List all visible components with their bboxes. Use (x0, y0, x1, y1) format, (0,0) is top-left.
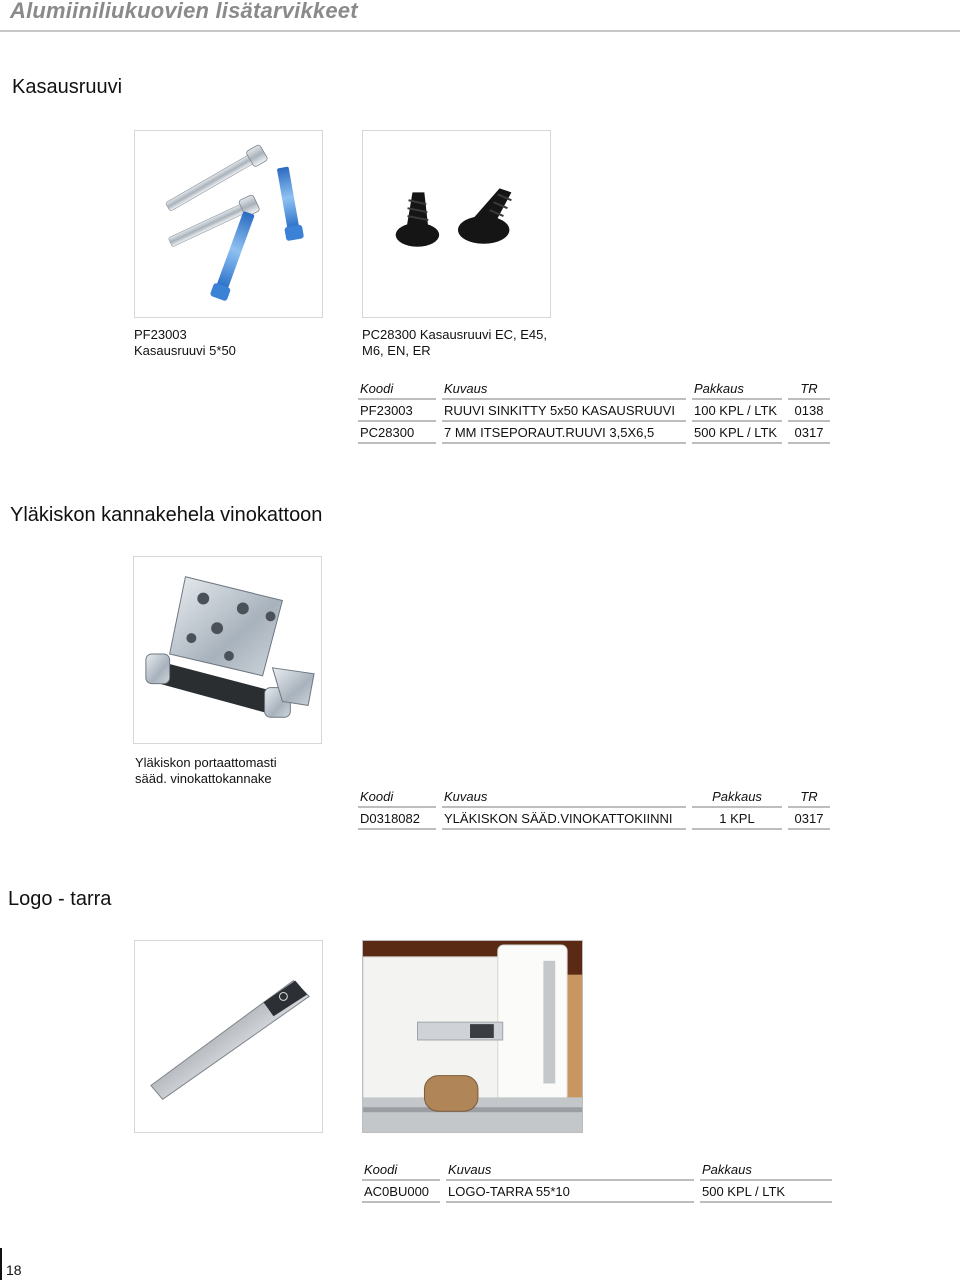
column-header-kuvaus: Kuvaus (446, 1160, 694, 1181)
cell-koodi: PF23003 (358, 400, 436, 422)
cell-tr: 0317 (788, 808, 830, 830)
table-header-row (358, 787, 830, 808)
screws-photo (134, 130, 323, 318)
column-header-kuvaus: Kuvaus (442, 787, 686, 808)
column-header-tr: TR (788, 787, 830, 808)
column-header-pakkaus: Pakkaus (700, 1160, 832, 1181)
page-title: Alumiiniliukuovien lisätarvikkeet (10, 0, 358, 23)
column-header-kuvaus: Kuvaus (442, 379, 686, 400)
table-row (362, 1181, 832, 1203)
spec-table-kasausruuvi (352, 379, 836, 444)
section-title-kannakehela: Yläkiskon kannakehela vinokattoon (10, 504, 323, 526)
caption-line: M6, EN, ER (362, 343, 431, 358)
cell-tr: 0317 (788, 422, 830, 444)
bracket-hinge-photo (133, 556, 322, 744)
cell-kuvaus: YLÄKISKON SÄÄD.VINOKATTOKIINNI (442, 808, 686, 830)
section-title-logo: Logo - tarra (8, 888, 112, 910)
bracket-hinge-illustration (134, 557, 321, 743)
caption-pf23003 (134, 327, 236, 359)
column-header-pakkaus: Pakkaus (692, 379, 782, 400)
door-logo-illustration (363, 941, 582, 1132)
table-header-row (362, 1160, 832, 1181)
page-number-rule (0, 1248, 2, 1280)
caption-kannakehela (135, 755, 277, 787)
spec-table-kannakehela (352, 787, 836, 830)
caption-line: PF23003 (134, 327, 187, 342)
caption-line: PC28300 Kasausruuvi EC, E45, (362, 327, 547, 342)
cell-pakkaus: 500 KPL / LTK (700, 1181, 832, 1203)
spec-table-logo (356, 1160, 838, 1203)
cell-tr: 0138 (788, 400, 830, 422)
cell-koodi: PC28300 (358, 422, 436, 444)
cell-pakkaus: 100 KPL / LTK (692, 400, 782, 422)
cell-kuvaus: LOGO-TARRA 55*10 (446, 1181, 694, 1203)
column-header-koodi: Koodi (362, 1160, 440, 1181)
column-header-tr: TR (788, 379, 830, 400)
door-logo-photo (362, 940, 583, 1133)
cell-pakkaus: 1 KPL (692, 808, 782, 830)
column-header-pakkaus: Pakkaus (692, 787, 782, 808)
page-header (0, 0, 960, 32)
cell-pakkaus: 500 KPL / LTK (692, 422, 782, 444)
table-row (358, 400, 830, 422)
section-title-kasausruuvi: Kasausruuvi (12, 76, 123, 98)
column-header-koodi: Koodi (358, 787, 436, 808)
page-number: 18 (6, 1262, 22, 1278)
table-row (358, 808, 830, 830)
cell-kuvaus: 7 MM ITSEPORAUT.RUUVI 3,5X6,5 (442, 422, 686, 444)
black-screws-illustration (363, 131, 550, 317)
column-header-koodi: Koodi (358, 379, 436, 400)
caption-line: Yläkiskon portaattomasti (135, 755, 277, 770)
logo-sticker-photo (134, 940, 323, 1133)
caption-pc28300 (362, 327, 547, 359)
cell-koodi: AC0BU000 (362, 1181, 440, 1203)
screws-illustration (135, 131, 322, 317)
caption-line: sääd. vinokattokannake (135, 771, 272, 786)
cell-koodi: D0318082 (358, 808, 436, 830)
logo-sticker-illustration (135, 941, 322, 1132)
cell-kuvaus: RUUVI SINKITTY 5x50 KASAUSRUUVI (442, 400, 686, 422)
table-row (358, 422, 830, 444)
table-header-row (358, 379, 830, 400)
black-screws-photo (362, 130, 551, 318)
caption-line: Kasausruuvi 5*50 (134, 343, 236, 358)
